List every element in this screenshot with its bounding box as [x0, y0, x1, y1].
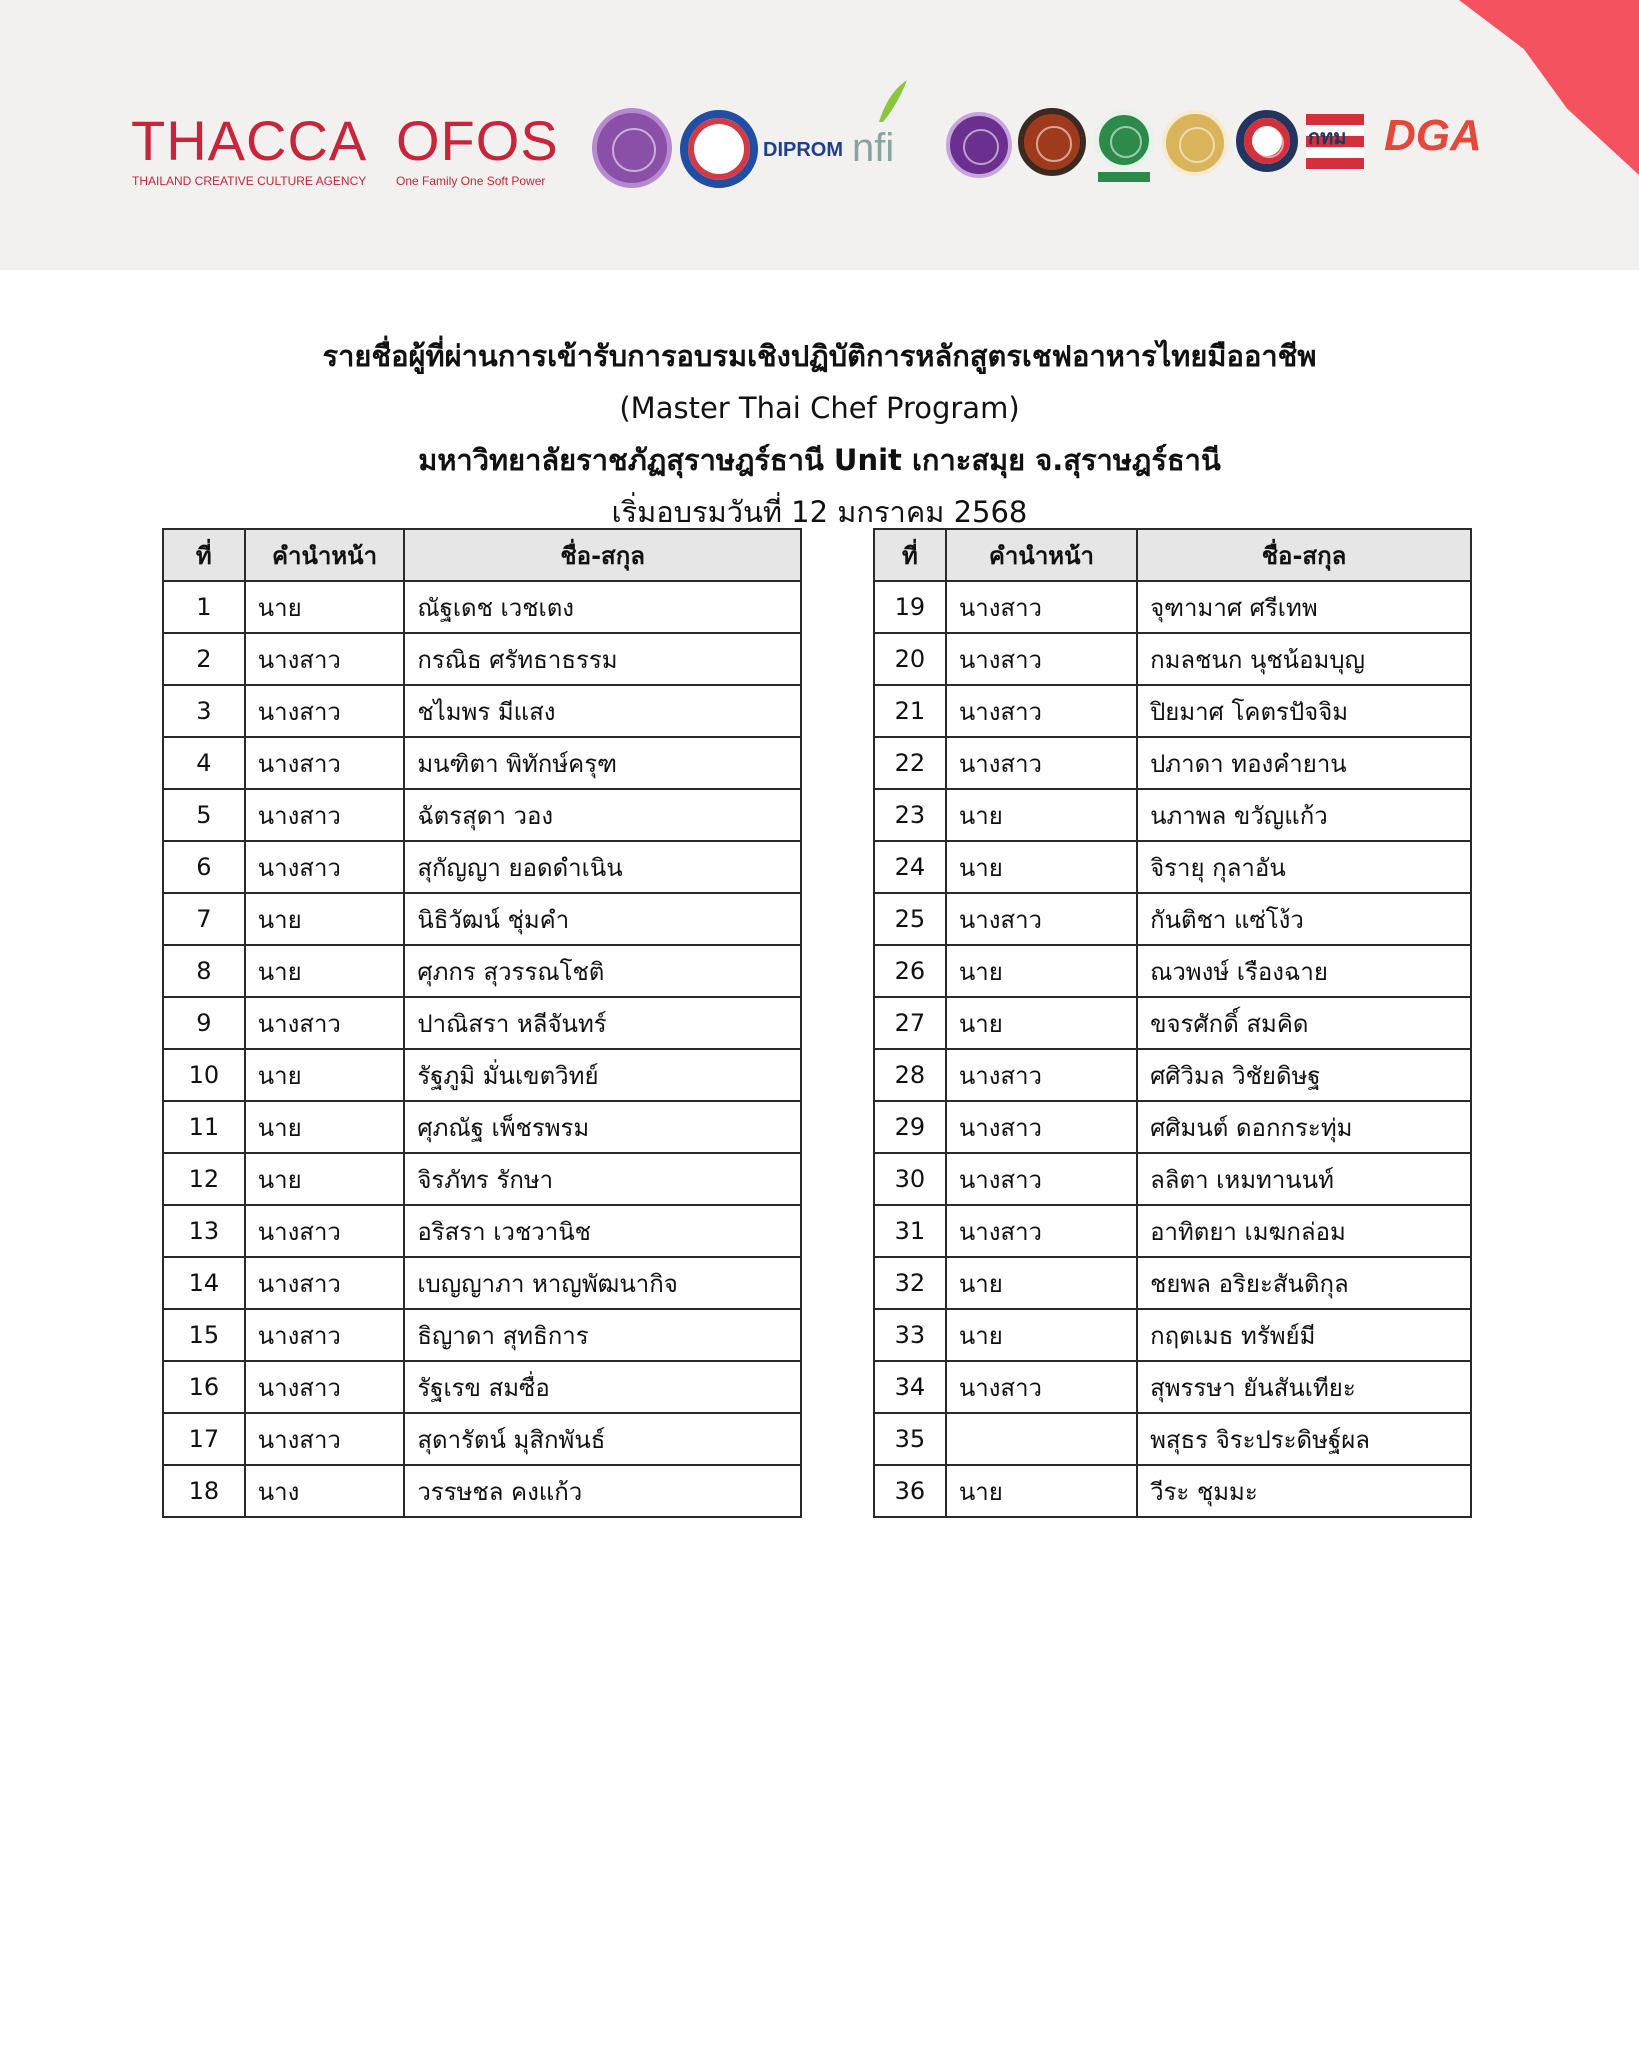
nfi-logo: nfi — [852, 126, 895, 170]
header-prefix: คำนำหน้า — [245, 529, 405, 581]
ministry-industry-icon — [680, 110, 758, 188]
row-number: 14 — [163, 1257, 245, 1309]
table-row — [163, 841, 801, 893]
table-row — [874, 1413, 1471, 1465]
row-number: 4 — [163, 737, 245, 789]
table-row — [874, 581, 1471, 633]
table-row — [163, 1101, 801, 1153]
row-number: 6 — [163, 841, 245, 893]
table-row — [163, 1049, 801, 1101]
table-row — [163, 789, 801, 841]
health-dept-ribbon — [1098, 172, 1150, 182]
row-name: ปภาดา ทองคำยาน — [1137, 737, 1471, 789]
row-prefix: นางสาว — [946, 1101, 1137, 1153]
row-prefix: นางสาว — [946, 1049, 1137, 1101]
table-row — [874, 1205, 1471, 1257]
row-number: 5 — [163, 789, 245, 841]
row-number: 32 — [874, 1257, 946, 1309]
row-number: 18 — [163, 1465, 245, 1517]
row-name: ธิญาดา สุทธิการ — [404, 1309, 801, 1361]
table-row — [874, 1101, 1471, 1153]
table-row — [874, 893, 1471, 945]
header-name: ชื่อ-สกุล — [1137, 529, 1471, 581]
table-row — [163, 685, 801, 737]
row-name: ชไมพร มีแสง — [404, 685, 801, 737]
row-prefix: นาย — [946, 945, 1137, 997]
row-number: 7 — [163, 893, 245, 945]
row-name: ลลิตา เหมทานนท์ — [1137, 1153, 1471, 1205]
row-prefix: นาย — [946, 1257, 1137, 1309]
row-number: 11 — [163, 1101, 245, 1153]
row-prefix: นางสาว — [245, 1257, 405, 1309]
table-row — [163, 1361, 801, 1413]
row-prefix: นางสาว — [946, 633, 1137, 685]
row-prefix: นาย — [245, 945, 405, 997]
row-number: 22 — [874, 737, 946, 789]
header-name: ชื่อ-สกุล — [404, 529, 801, 581]
culture-seal-icon — [946, 112, 1012, 178]
row-name: ณวพงษ์ เรืองฉาย — [1137, 945, 1471, 997]
table-row — [874, 1361, 1471, 1413]
row-number: 26 — [874, 945, 946, 997]
title-line-4: เริ่มอบรมวันที่ 12 มกราคม 2568 — [611, 495, 1028, 529]
row-name: อาทิตยา เมฆกล่อม — [1137, 1205, 1471, 1257]
row-prefix: นาย — [946, 789, 1137, 841]
row-prefix — [946, 1413, 1137, 1465]
title-line-3: มหาวิทยาลัยราชภัฏสุราษฎร์ธานี Unit เกาะสมุย จ.สุราษฎร์ธานี — [418, 443, 1221, 477]
row-name: ชยพล อริยะสันติกุล — [1137, 1257, 1471, 1309]
dga-logo: DGA — [1384, 111, 1482, 160]
corner-accent — [1459, 0, 1639, 175]
row-prefix: นาย — [245, 1049, 405, 1101]
row-prefix: นางสาว — [245, 1309, 405, 1361]
table-row — [874, 945, 1471, 997]
row-prefix: นางสาว — [245, 997, 405, 1049]
row-prefix: นางสาว — [245, 789, 405, 841]
tpcf-seal-icon — [1236, 110, 1298, 172]
table-row — [163, 633, 801, 685]
row-number: 2 — [163, 633, 245, 685]
row-name: มนฑิตา พิทักษ์ครุฑ — [404, 737, 801, 789]
row-number: 13 — [163, 1205, 245, 1257]
row-prefix: นางสาว — [946, 1205, 1137, 1257]
row-prefix: นาย — [946, 1309, 1137, 1361]
row-name: จิรายุ กุลาอัน — [1137, 841, 1471, 893]
diprom-logo: DIPROM — [763, 139, 843, 161]
table-row — [874, 737, 1471, 789]
row-number: 36 — [874, 1465, 946, 1517]
row-prefix: นาง — [245, 1465, 405, 1517]
row-name: สุดารัตน์ มุสิกพันธ์ — [404, 1413, 801, 1465]
row-prefix: นางสาว — [245, 737, 405, 789]
row-prefix: นาย — [946, 841, 1137, 893]
row-number: 27 — [874, 997, 946, 1049]
row-prefix: นางสาว — [245, 1205, 405, 1257]
row-number: 24 — [874, 841, 946, 893]
table-row — [874, 1153, 1471, 1205]
row-number: 21 — [874, 685, 946, 737]
row-name: ฉัตรสุดา วอง — [404, 789, 801, 841]
row-number: 19 — [874, 581, 946, 633]
row-number: 28 — [874, 1049, 946, 1101]
row-name: ปิยมาศ โคตรปัจจิม — [1137, 685, 1471, 737]
row-name: นภาพล ขวัญแก้ว — [1137, 789, 1471, 841]
table-row — [163, 945, 801, 997]
row-number: 8 — [163, 945, 245, 997]
row-number: 1 — [163, 581, 245, 633]
row-number: 25 — [874, 893, 946, 945]
row-prefix: นางสาว — [946, 1361, 1137, 1413]
roster-table-right — [873, 528, 1472, 1518]
thacca-logo: THACCA — [131, 109, 368, 172]
row-name: ศศิวิมล วิชัยดิษฐ — [1137, 1049, 1471, 1101]
row-name: เบญญาภา หาญพัฒนากิจ — [404, 1257, 801, 1309]
row-prefix: นางสาว — [245, 841, 405, 893]
table-row — [163, 893, 801, 945]
row-name: รัฐภูมิ มั่นเขตวิทย์ — [404, 1049, 801, 1101]
leaf-icon — [875, 78, 909, 124]
row-prefix: นางสาว — [946, 1153, 1137, 1205]
row-name: พสุธร จิระประดิษฐ์ผล — [1137, 1413, 1471, 1465]
royal-seal-icon — [1162, 110, 1228, 176]
table-row — [874, 1049, 1471, 1101]
health-dept-icon — [1094, 110, 1154, 170]
row-number: 3 — [163, 685, 245, 737]
row-name: ปาณิสรา หลีจันทร์ — [404, 997, 801, 1049]
table-row — [874, 1257, 1471, 1309]
table-row — [163, 1465, 801, 1517]
row-prefix: นาย — [946, 1465, 1137, 1517]
row-name: กรณิธ ศรัทธาธรรม — [404, 633, 801, 685]
row-prefix: นาย — [245, 1101, 405, 1153]
row-name: วรรษชล คงแก้ว — [404, 1465, 801, 1517]
row-number: 29 — [874, 1101, 946, 1153]
row-prefix: นางสาว — [245, 1413, 405, 1465]
row-prefix: นาย — [245, 581, 405, 633]
table-row — [874, 1465, 1471, 1517]
table-row — [874, 789, 1471, 841]
row-number: 10 — [163, 1049, 245, 1101]
ofos-subtitle: One Family One Soft Power — [396, 174, 546, 188]
row-name: จุฑามาศ ศรีเทพ — [1137, 581, 1471, 633]
row-number: 20 — [874, 633, 946, 685]
row-number: 34 — [874, 1361, 946, 1413]
row-number: 9 — [163, 997, 245, 1049]
table-row — [163, 1309, 801, 1361]
row-name: กฤตเมธ ทรัพย์มี — [1137, 1309, 1471, 1361]
row-prefix: นางสาว — [946, 685, 1137, 737]
row-prefix: นางสาว — [946, 581, 1137, 633]
table-row — [163, 1257, 801, 1309]
bma-logo: กทม — [1308, 127, 1347, 149]
row-name: ณัฐเดช เวชเตง — [404, 581, 801, 633]
document-title — [0, 330, 1639, 538]
row-prefix: นางสาว — [946, 893, 1137, 945]
row-name: ศุภณัฐ เพ็ชรพรม — [404, 1101, 801, 1153]
tourism-seal-icon — [1018, 108, 1086, 176]
row-name: นิธิวัฒน์ ชุ่มคำ — [404, 893, 801, 945]
title-line-1: รายชื่อผู้ที่ผ่านการเข้ารับการอบรมเชิงปฏิบัติการหลักสูตรเชฟอาหารไทยมืออาชีพ — [322, 339, 1317, 373]
row-name: สุกัญญา ยอดดำเนิน — [404, 841, 801, 893]
row-number: 23 — [874, 789, 946, 841]
roster-table-left — [162, 528, 802, 1518]
row-number: 30 — [874, 1153, 946, 1205]
table-row — [874, 997, 1471, 1049]
table-row — [163, 1153, 801, 1205]
row-prefix: นางสาว — [245, 633, 405, 685]
header-banner — [0, 0, 1639, 270]
row-number: 15 — [163, 1309, 245, 1361]
header-no: ที่ — [163, 529, 245, 581]
row-name: ขจรศักดิ์ สมคิด — [1137, 997, 1471, 1049]
table-header-row — [163, 529, 801, 581]
table-row — [874, 633, 1471, 685]
row-name: ศศิมนต์ ดอกกระทุ่ม — [1137, 1101, 1471, 1153]
table-row — [163, 1205, 801, 1257]
row-prefix: นาย — [245, 1153, 405, 1205]
header-prefix: คำนำหน้า — [946, 529, 1137, 581]
row-name: ศุภกร สุวรรณโชติ — [404, 945, 801, 997]
table-row — [163, 1413, 801, 1465]
row-prefix: นางสาว — [946, 737, 1137, 789]
ministry-seal-icon — [592, 108, 672, 188]
row-name: วีระ ชุมมะ — [1137, 1465, 1471, 1517]
table-row — [874, 685, 1471, 737]
row-number: 33 — [874, 1309, 946, 1361]
row-number: 12 — [163, 1153, 245, 1205]
row-prefix: นางสาว — [245, 1361, 405, 1413]
table-row — [874, 1309, 1471, 1361]
row-number: 35 — [874, 1413, 946, 1465]
row-number: 31 — [874, 1205, 946, 1257]
row-name: รัฐเรข สมซื่อ — [404, 1361, 801, 1413]
row-prefix: นางสาว — [245, 685, 405, 737]
table-row — [163, 997, 801, 1049]
header-no: ที่ — [874, 529, 946, 581]
row-name: กมลชนก นุชน้อมบุญ — [1137, 633, 1471, 685]
title-line-2: (Master Thai Chef Program) — [619, 391, 1020, 425]
row-number: 17 — [163, 1413, 245, 1465]
table-row — [874, 841, 1471, 893]
row-name: จิรภัทร รักษา — [404, 1153, 801, 1205]
row-number: 16 — [163, 1361, 245, 1413]
table-header-row — [874, 529, 1471, 581]
row-name: กันติชา แซ่โง้ว — [1137, 893, 1471, 945]
ofos-logo: OFOS — [396, 109, 559, 172]
table-row — [163, 581, 801, 633]
thacca-subtitle: THAILAND CREATIVE CULTURE AGENCY — [132, 174, 367, 188]
row-name: สุพรรษา ยันสันเทียะ — [1137, 1361, 1471, 1413]
row-name: อริสรา เวชวานิช — [404, 1205, 801, 1257]
table-row — [163, 737, 801, 789]
row-prefix: นาย — [245, 893, 405, 945]
row-prefix: นาย — [946, 997, 1137, 1049]
